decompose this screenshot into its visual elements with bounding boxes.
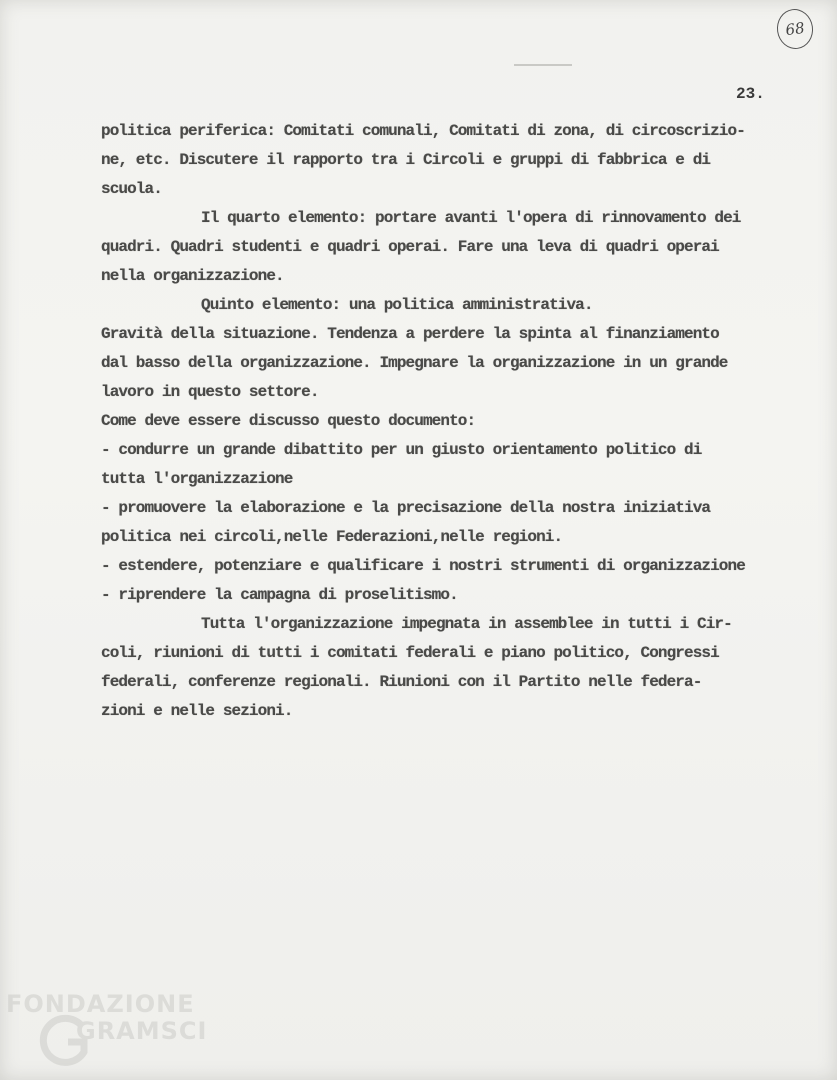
text-line: Gravità della situazione. Tendenza a perdere la spinta al finanziamento: [101, 325, 719, 343]
watermark-line-1: FONDAZIONE: [6, 990, 195, 1018]
text-line: politica periferica: Comitati comunali, Comitati di zona, di circoscrizio-: [101, 122, 745, 140]
text-line: Tutta l'organizzazione impegnata in assemblee in tutti i Cir-: [201, 615, 732, 633]
text-line: Il quarto elemento: portare avanti l'opera di rinnovamento dei: [201, 209, 741, 227]
text-line: Come deve essere discusso questo documento:: [101, 412, 476, 430]
watermark-line-2: GRAMSCI: [76, 1017, 208, 1045]
text-line: - riprendere la campagna di proselitismo.: [101, 586, 458, 604]
text-line: ne, etc. Discutere il rapporto tra i Circoli e gruppi di fabbrica e di: [101, 151, 711, 169]
text-line: scuola.: [101, 180, 162, 198]
text-line: - condurre un grande dibattito per un giusto orientamento politico di: [101, 441, 702, 459]
text-line: nella organizzazione.: [101, 267, 284, 285]
text-line: - estendere, potenziare e qualificare i nostri strumenti di organizzazione: [101, 557, 745, 575]
text-line: - promuovere la elaborazione e la precisazione della nostra iniziativa: [101, 499, 711, 517]
text-line: tutta l'organizzazione: [101, 470, 293, 488]
text-line: dal basso della organizzazione. Impegnare la organizzazione in un grande: [101, 354, 728, 372]
faint-typed-mark: [514, 64, 572, 66]
text-line: lavoro in questo settore.: [101, 383, 319, 401]
text-line: Quinto elemento: una politica amministrativa.: [201, 296, 593, 314]
page-number: 23.: [736, 85, 765, 103]
text-line: federali, conferenze regionali. Riunioni con il Partito nelle federa-: [101, 673, 702, 691]
text-line: zioni e nelle sezioni.: [101, 702, 293, 720]
fondazione-gramsci-watermark: [4, 990, 214, 1070]
text-line: politica nei circoli,nelle Federazioni,nelle regioni.: [101, 528, 563, 546]
text-line: coli, riunioni di tutti i comitati federali e piano politico, Congressi: [101, 644, 719, 662]
typewritten-text-body: [101, 117, 826, 726]
text-line: quadri. Quadri studenti e quadri operai. Fare una leva di quadri operai: [101, 238, 719, 256]
folio-number-circled: 68: [774, 7, 815, 52]
